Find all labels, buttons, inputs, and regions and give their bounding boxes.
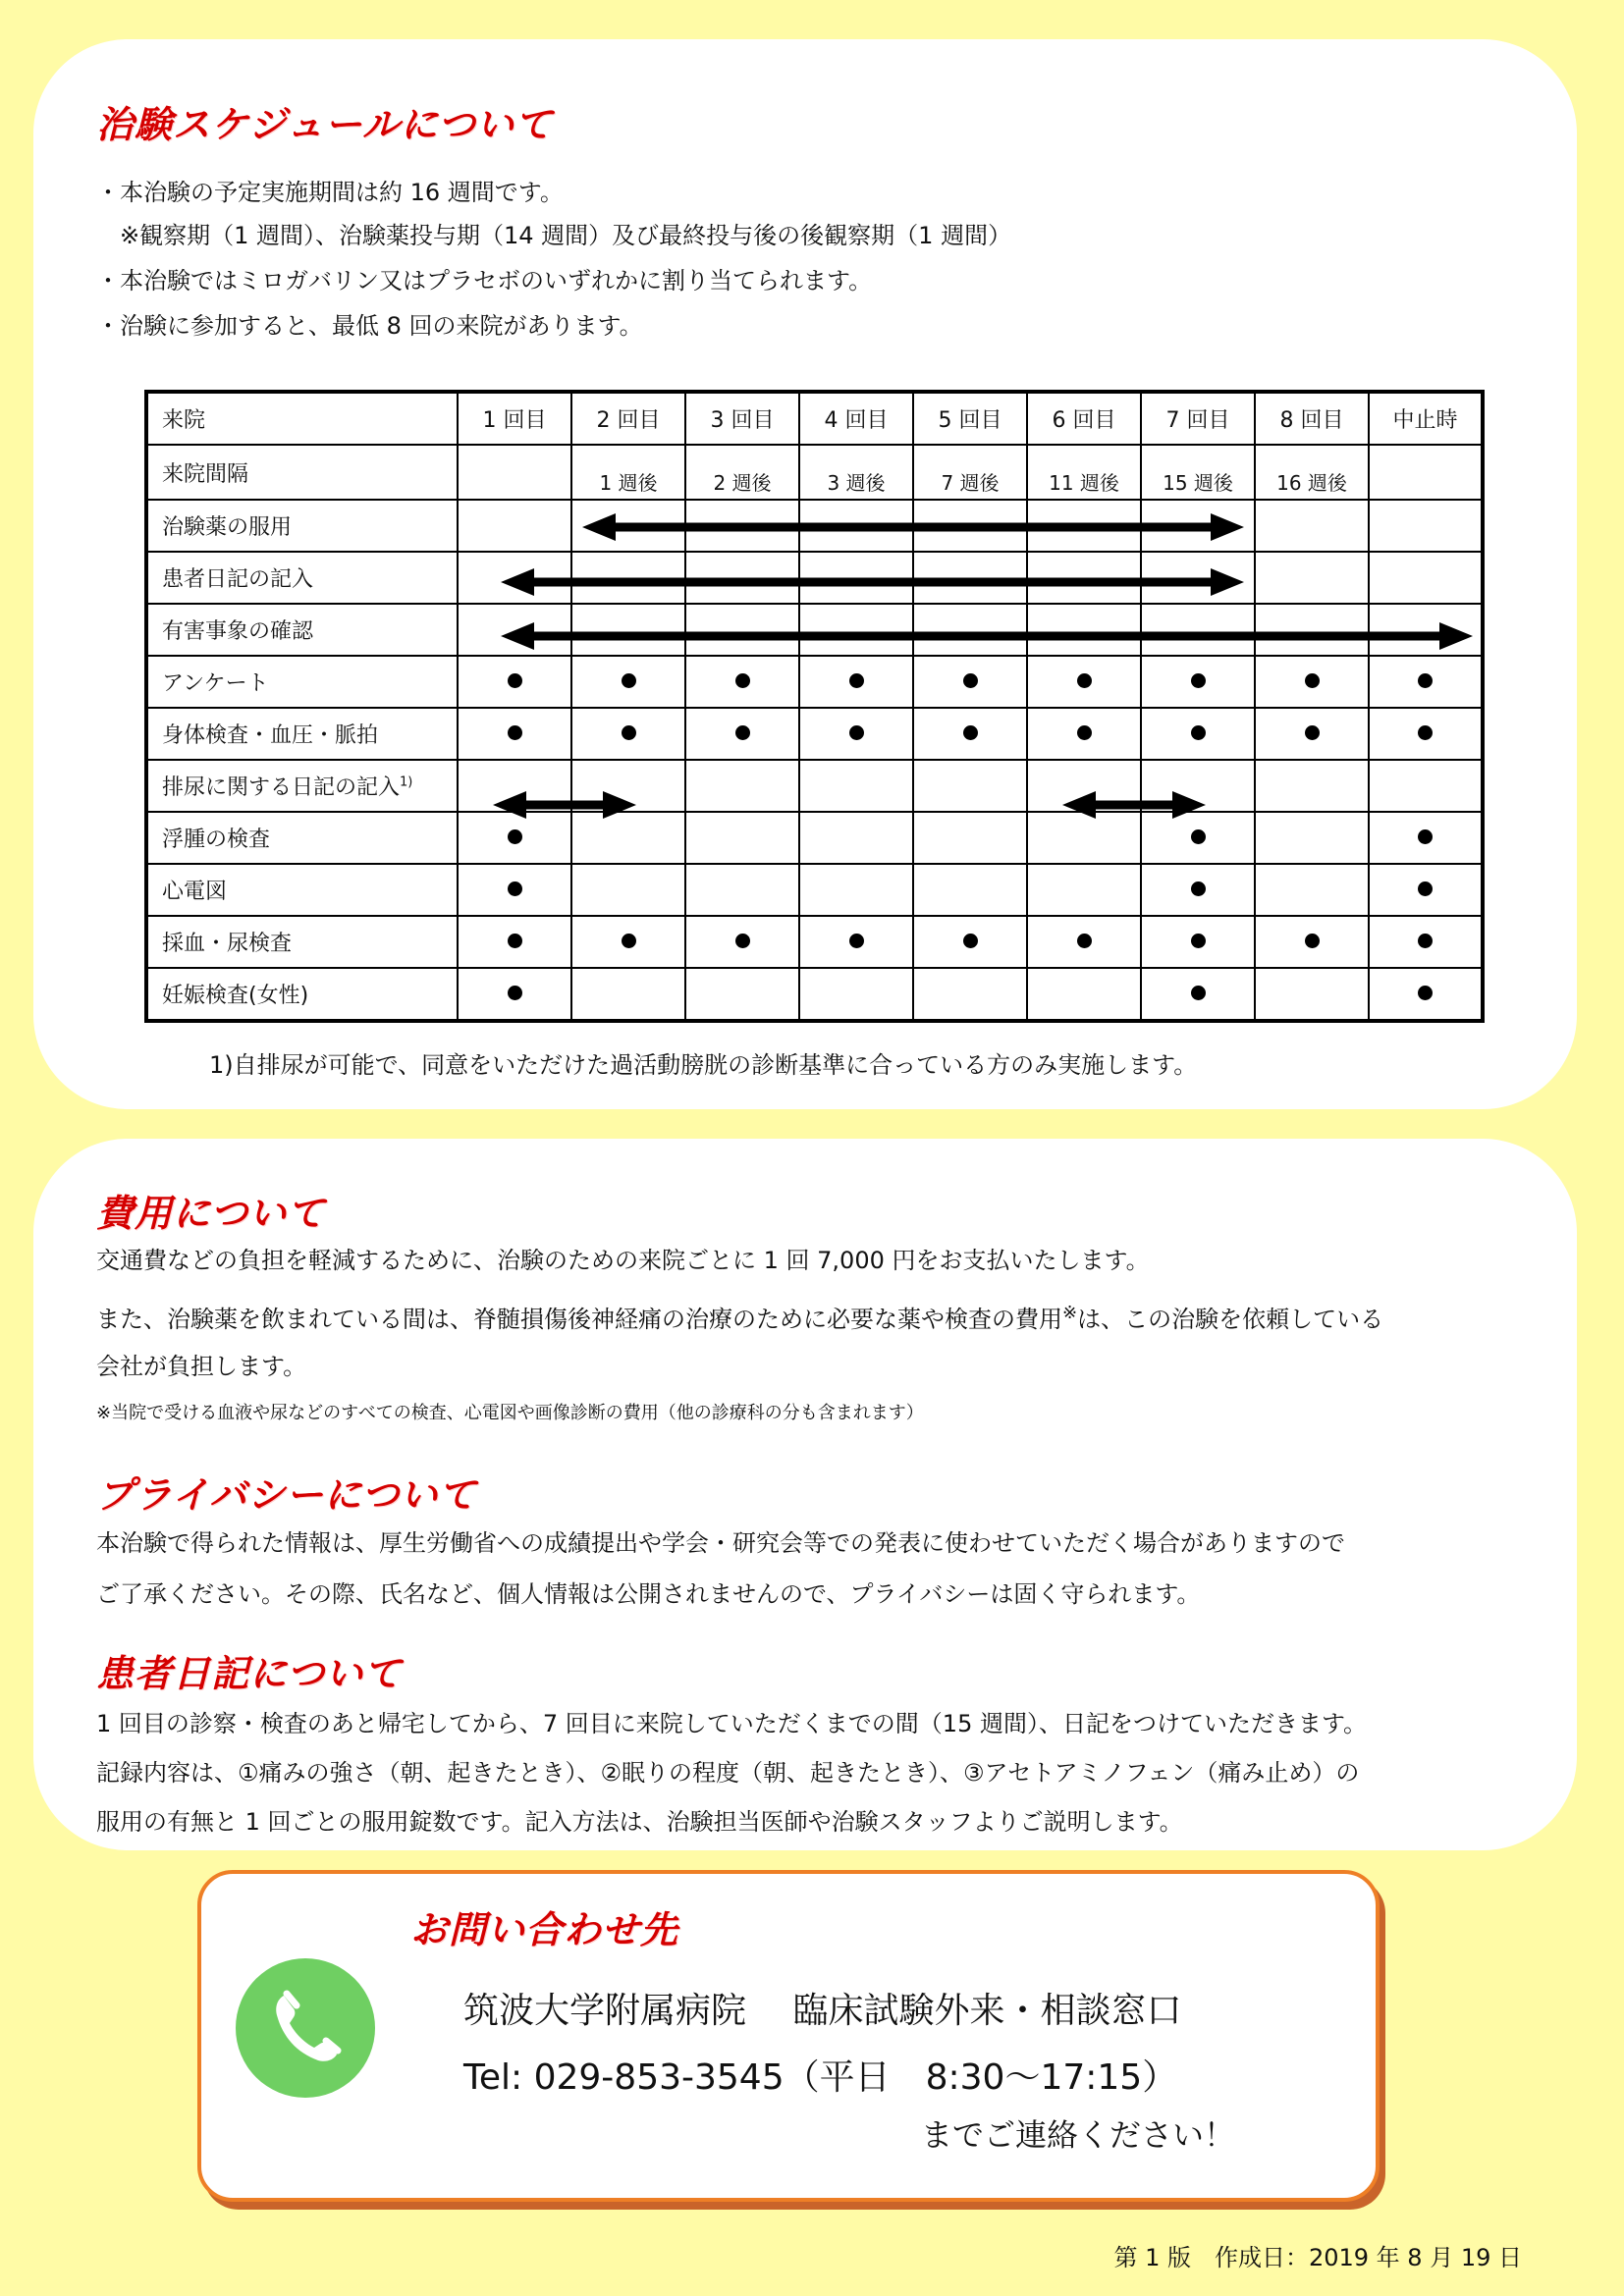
arrow-adverse-events bbox=[501, 622, 1473, 650]
visit-header: 1 回目 bbox=[458, 392, 571, 445]
visit-header: 3 回目 bbox=[685, 392, 799, 445]
cost-line-2 bbox=[96, 1298, 1383, 1335]
arrow-urination-diary-2 bbox=[1062, 791, 1206, 819]
interval-cell: 3 週後 bbox=[799, 445, 913, 500]
contact-closing: までご連絡ください！ bbox=[921, 2116, 1236, 2154]
row-label-text: 有害事象の確認 bbox=[162, 619, 314, 644]
row-footnote-mark: 1) bbox=[400, 774, 413, 790]
visit-header: 6 回目 bbox=[1027, 392, 1141, 445]
schedule-bullet-4: ・治験に参加すると、最低 8 回の来院があります。 bbox=[96, 312, 643, 340]
visit-header: 中止時 bbox=[1369, 392, 1483, 445]
contact-hospital: 筑波大学附属病院 臨床試験外来・相談窓口 bbox=[463, 1991, 1182, 2031]
row-label-text: 浮腫の検査 bbox=[162, 828, 271, 852]
diary-line-2: 記録内容は、①痛みの強さ（朝、起きたとき）、②眠りの程度（朝、起きたとき）、③アセトアミノフェン（痛み止め）の bbox=[96, 1759, 1360, 1787]
privacy-heading: プライバシーについて bbox=[96, 1473, 477, 1517]
cost-line-2-tail: は、この治験を依頼している bbox=[1077, 1306, 1384, 1333]
row-label-text: 妊娠検査(女性) bbox=[162, 984, 309, 1008]
phone-handset-icon bbox=[236, 1958, 375, 2098]
interval-cell: 1 週後 bbox=[571, 445, 685, 500]
row-label-text: 治験薬の服用 bbox=[162, 515, 293, 540]
row-label-text: 採血・尿検査 bbox=[162, 932, 293, 956]
schedule-heading: 治験スケジュールについて bbox=[96, 103, 553, 146]
contact-heading: お問い合わせ先 bbox=[410, 1908, 679, 1951]
privacy-line-1: 本治験で得られた情報は、厚生労働省への成績提出や学会・研究会等での発表に使わせていただく場合がありますので bbox=[96, 1529, 1345, 1557]
table-header-label: 来院 bbox=[146, 392, 458, 445]
interval-cell: 2 週後 bbox=[685, 445, 799, 500]
visit-header: 8 回目 bbox=[1255, 392, 1369, 445]
interval-cell: 15 週後 bbox=[1141, 445, 1255, 500]
interval-cell: 11 週後 bbox=[1027, 445, 1141, 500]
arrow-drug-dosing bbox=[582, 513, 1244, 541]
edition-date: 第 1 版 作成日：2019 年 8 月 19 日 bbox=[1113, 2244, 1522, 2271]
visit-header: 2 回目 bbox=[571, 392, 685, 445]
visit-header: 4 回目 bbox=[799, 392, 913, 445]
visit-header: 5 回目 bbox=[913, 392, 1027, 445]
phone-icon bbox=[236, 1958, 375, 2098]
cost-line-3: 会社が負担します。 bbox=[96, 1353, 307, 1380]
table-footnote: 1)自排尿が可能で、同意をいただけた過活動膀胱の診断基準に合っている方のみ実施します。 bbox=[209, 1051, 1198, 1079]
contact-phone[interactable]: Tel: 029-853-3545（平日 8:30～17:15） bbox=[463, 2057, 1178, 2098]
row-label-text: アンケート bbox=[162, 671, 269, 696]
privacy-line-2: ご了承ください。その際、氏名など、個人情報は公開されませんので、プライバシーは固く守られます。 bbox=[96, 1580, 1201, 1608]
schedule-bullet-2: ※観察期（1 週間）、治験薬投与期（14 週間）及び最終投与後の後観察期（1 週間） bbox=[96, 222, 1012, 249]
row-label-text: 排尿に関する日記の記入 bbox=[162, 775, 401, 800]
cost-note-mark: ※ bbox=[1062, 1303, 1078, 1323]
diary-line-3: 服用の有無と 1 回ごとの服用錠数です。記入方法は、治験担当医師や治験スタッフよりご説明します。 bbox=[96, 1808, 1183, 1836]
arrow-urination-diary-1 bbox=[493, 791, 636, 819]
diary-line-1: 1 回目の診察・検査のあと帰宅してから、7 回目に来院していただくまでの間（15 週間）、日記をつけていただきます。 bbox=[96, 1710, 1368, 1737]
cost-heading: 費用について bbox=[96, 1192, 326, 1235]
cost-line-1: 交通費などの負担を軽減するために、治験のための来院ごとに 1 回 7,000 円をお支払いたします。 bbox=[96, 1247, 1150, 1274]
interval-label: 来院間隔 bbox=[146, 445, 458, 500]
schedule-bullet-3: ・本治験ではミロガバリン又はプラセボのいずれかに割り当てられます。 bbox=[96, 267, 873, 294]
cost-note: ※当院で受ける血液や尿などのすべての検査、心電図や画像診断の費用（他の診療科の分も含まれます） bbox=[96, 1403, 924, 1423]
cost-line-2-text: また、治験薬を飲まれている間は、脊髄損傷後神経痛の治療のために必要な薬や検査の費用 bbox=[96, 1306, 1062, 1333]
row-label-text: 患者日記の記入 bbox=[162, 567, 314, 592]
row-label-text: 心電図 bbox=[162, 880, 228, 904]
diary-heading: 患者日記について bbox=[96, 1652, 403, 1695]
schedule-bullet-1: ・本治験の予定実施期間は約 16 週間です。 bbox=[96, 179, 564, 206]
visit-header: 7 回目 bbox=[1141, 392, 1255, 445]
interval-cell: 7 週後 bbox=[913, 445, 1027, 500]
row-label-text: 身体検査・血圧・脈拍 bbox=[162, 723, 379, 748]
arrow-patient-diary bbox=[501, 568, 1244, 596]
interval-cell: 16 週後 bbox=[1255, 445, 1369, 500]
